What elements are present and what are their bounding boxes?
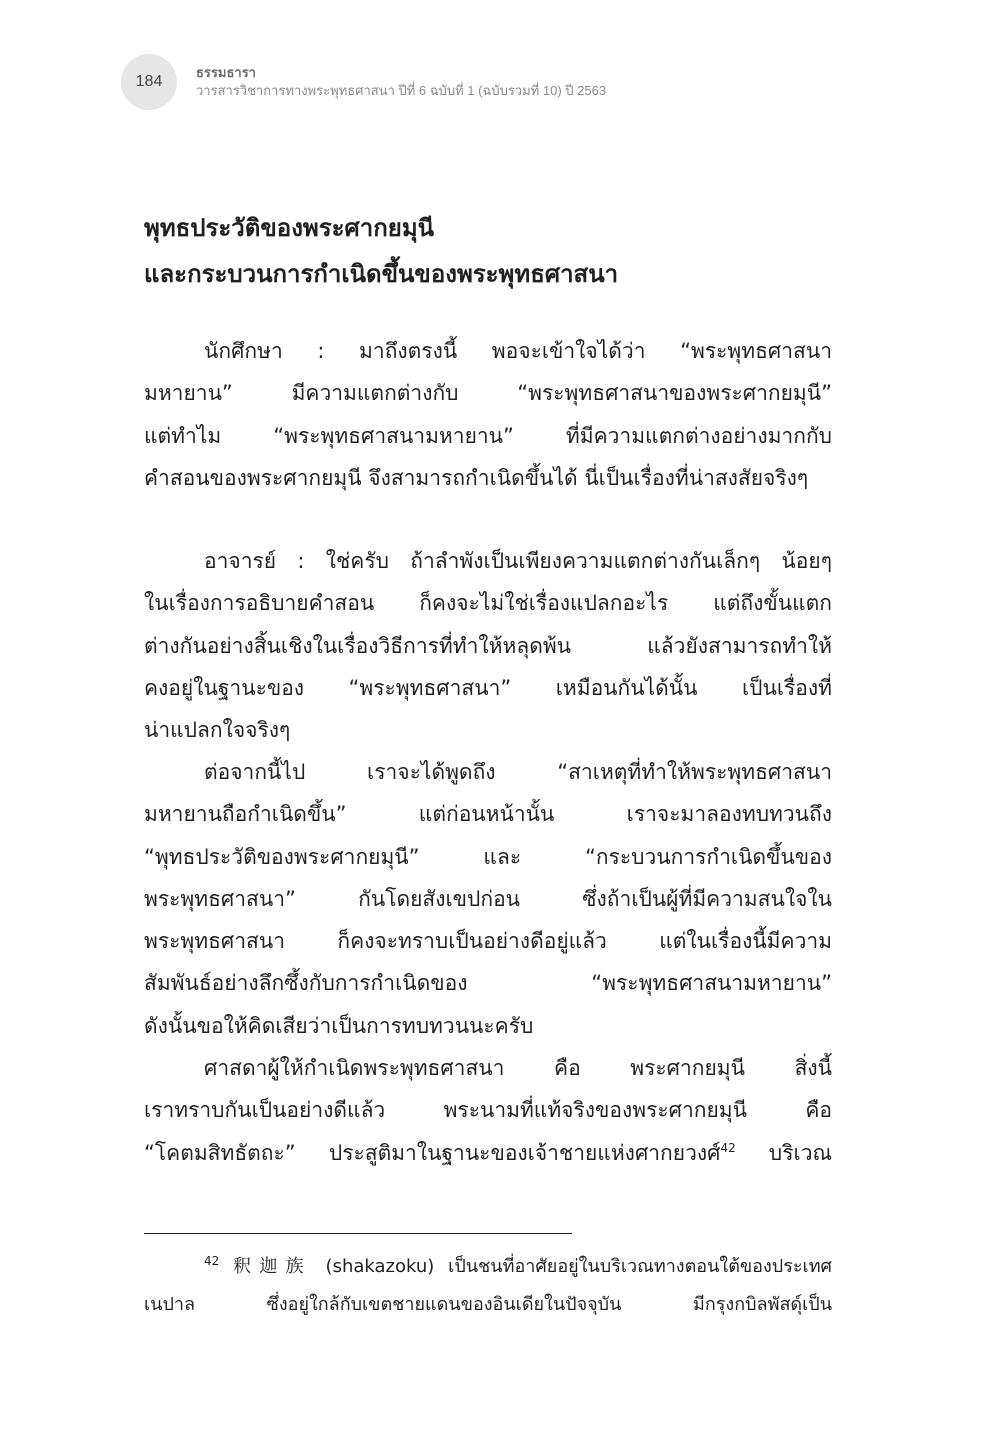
text-line: นักศึกษา : มาถึงตรงนี้ พอจะเข้าใจได้ว่า “พระพุทธศาสนา xyxy=(204,339,832,363)
text-line: ศาสดาผู้ให้กำเนิดพระพุทธศาสนา คือ พระศากยมุนี สิ่งนี้ xyxy=(204,1056,832,1080)
title-line: พุทธประวัติของพระศากยมุนี xyxy=(144,214,435,242)
text-line: มหายาน” มีความแตกต่างกับ “พระพุทธศาสนาของพระศากยมุนี” xyxy=(144,381,832,406)
journal-issue: วารสารวิชาการทางพระพุทธศาสนา ปีที่ 6 ฉบับที่ 1 (ฉบับรวมที่ 10) ปี 2563 xyxy=(196,83,607,98)
paragraph-overview xyxy=(144,751,832,1047)
text-line: ต่างกันอย่างสิ้นเชิงในเรื่องวิธีการที่ทำให้หลุดพ้น แล้วยังสามารถทำให้ xyxy=(144,633,832,658)
text-line xyxy=(144,1132,832,1174)
footnote-reference: 42 xyxy=(720,1140,736,1155)
text-line: มหายานถือกำเนิดขึ้น” แต่ก่อนหน้านั้น เราจะมาลองทบทวนถึง xyxy=(144,802,832,827)
page-number-badge xyxy=(121,54,177,110)
footnote-divider xyxy=(144,1233,572,1234)
text-line: เราทราบกันเป็นอย่างดีแล้ว พระนามที่แท้จริงของพระศากยมุนี คือ xyxy=(144,1098,832,1123)
text-line: อาจารย์ : ใช่ครับ ถ้าลำพังเป็นเพียงความแตกต่างกันเล็กๆ น้อยๆ xyxy=(204,549,832,573)
text-line: ในเรื่องการอธิบายคำสอน ก็คงจะไม่ใช่เรื่องแปลกอะไร แต่ถึงขั้นแตก xyxy=(144,591,832,616)
paragraph-teacher-answer xyxy=(144,540,832,751)
running-header xyxy=(196,64,606,100)
journal-name: ธรรมธารา xyxy=(196,65,256,80)
paragraph-founder xyxy=(144,1047,832,1174)
page-number: 184 xyxy=(135,73,163,90)
text-line: ต่อจากนี้ไป เราจะได้พูดถึง “สาเหตุที่ทำให้พระพุทธศาสนา xyxy=(204,760,832,784)
text-line: ดังนั้นขอให้คิดเสียว่าเป็นการทบทวนนะครับ xyxy=(144,1013,534,1038)
text-line: พระพุทธศาสนา” กันโดยสังเขปก่อน ซึ่งถ้าเป็นผู้ที่มีความสนใจใน xyxy=(144,886,832,911)
footnote xyxy=(144,1248,832,1324)
footnote-line: เนปาล ซึ่งอยู่ใกล้กับเขตชายแดนของอินเดียในปัจจุบัน มีกรุงกบิลพัสดุ์เป็น xyxy=(144,1294,832,1315)
section-title xyxy=(144,205,844,297)
title-line: และกระบวนการกำเนิดขึ้นของพระพุทธศาสนา xyxy=(144,260,619,288)
text-segment: “โคตมสิทธัตถะ” ประสูติมาในฐานะของเจ้าชายแห่งศากยวงศ์ xyxy=(144,1140,721,1165)
text-line: คำสอนของพระศากยมุนี จึงสามารถกำเนิดขึ้นได้ นี่เป็นเรื่องที่น่าสงสัยจริงๆ xyxy=(144,465,809,490)
footnote-line xyxy=(144,1248,832,1286)
footnote-text: 釈迦族 (shakazoku) เป็นชนที่อาศัยอยู่ในบริเวณทางตอนใต้ของประเทศ xyxy=(219,1256,832,1277)
paragraph-student-question xyxy=(144,330,832,499)
text-line: แต่ทำไม “พระพุทธศาสนามหายาน” ที่มีความแตกต่างอย่างมากกับ xyxy=(144,423,832,448)
text-line: น่าแปลกใจจริงๆ xyxy=(144,718,291,743)
footnote-number: 42 xyxy=(204,1254,220,1268)
text-line: พระพุทธศาสนา ก็คงจะทราบเป็นอย่างดีอยู่แล้ว แต่ในเรื่องนี้มีความ xyxy=(144,929,832,954)
text-line: สัมพันธ์อย่างลึกซึ้งกับการกำเนิดของ “พระพุทธศาสนามหายาน” xyxy=(144,971,832,996)
text-line: คงอยู่ในฐานะของ “พระพุทธศาสนา” เหมือนกันได้นั้น เป็นเรื่องที่ xyxy=(144,675,832,700)
text-line: “พุทธประวัติของพระศากยมุนี” และ “กระบวนการกำเนิดขึ้นของ xyxy=(144,844,832,869)
text-segment: บริเวณ xyxy=(735,1140,832,1165)
